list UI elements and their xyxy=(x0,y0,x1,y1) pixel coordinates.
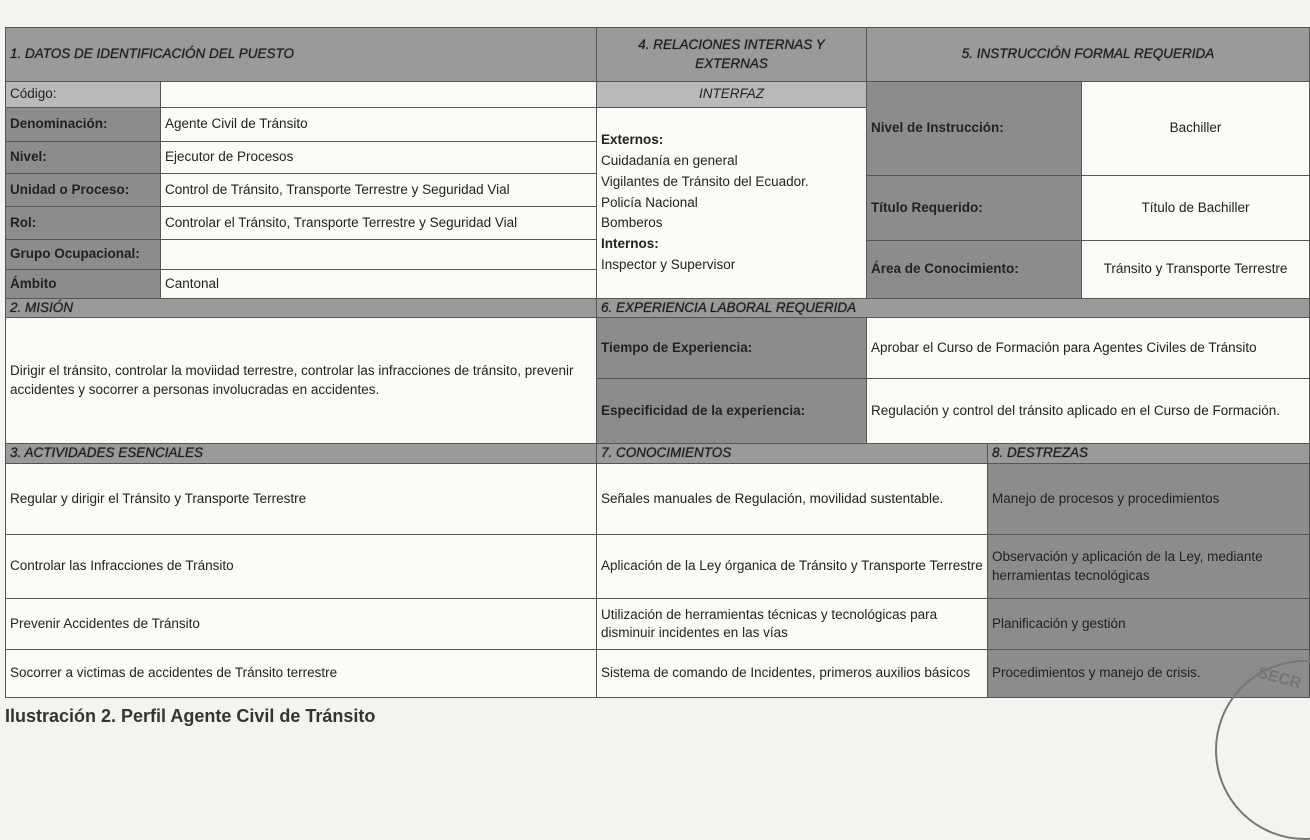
section2-header: 2. MISIÓN xyxy=(5,298,597,318)
value-unidad: Control de Tránsito, Transporte Terrestre y Seguridad Vial xyxy=(160,173,597,207)
value-denominacion: Agente Civil de Tránsito xyxy=(160,107,597,142)
label-unidad: Unidad o Proceso: xyxy=(5,173,161,207)
conocimiento-item: Utilización de herramientas técnicas y tecnológicas para disminuir incidentes en las vías xyxy=(596,598,988,650)
label-codigo: Código: xyxy=(5,81,161,108)
value-area: Tránsito y Transporte Terrestre xyxy=(1081,240,1310,299)
value-rol: Controlar el Tránsito, Transporte Terrestre y Seguridad Vial xyxy=(160,206,597,240)
value-ambito: Cantonal xyxy=(160,269,597,299)
section1-header: 1. DATOS DE IDENTIFICACIÓN DEL PUESTO xyxy=(5,27,597,82)
destreza-item: Manejo de procesos y procedimientos xyxy=(987,463,1310,535)
destreza-item: Planificación y gestión xyxy=(987,598,1310,650)
figure-caption: Ilustración 2. Perfil Agente Civil de Tránsito xyxy=(5,706,376,726)
externo-item: Policía Nacional xyxy=(601,194,698,210)
label-nivel: Nivel: xyxy=(5,141,161,174)
actividad-item: Regular y dirigir el Tránsito y Transporte Terrestre xyxy=(5,463,597,535)
conocimiento-item: Aplicación de la Ley órganica de Tránsito y Transporte Terrestre xyxy=(596,534,988,599)
label-titulo: Título Requerido: xyxy=(866,175,1082,241)
destreza-item: Observación y aplicación de la Ley, mediante herramientas tecnológicas xyxy=(987,534,1310,599)
interfaz-subheader: INTERFAZ xyxy=(596,81,867,108)
section5-header: 5. INSTRUCCIÓN FORMAL REQUERIDA xyxy=(866,27,1310,82)
value-nivel: Ejecutor de Procesos xyxy=(160,141,597,174)
value-titulo: Título de Bachiller xyxy=(1081,175,1310,241)
value-codigo xyxy=(160,81,597,108)
destreza-item: Procedimientos y manejo de crisis. xyxy=(987,649,1310,698)
interno-item: Inspector y Supervisor xyxy=(601,257,736,273)
value-tiempo: Aprobar el Curso de Formación para Agentes Civiles de Tránsito xyxy=(866,317,1310,379)
mision-text: Dirigir el tránsito, controlar la moviidad terrestre, controlar las infracciones de tránsito, prevenir accidentes y socorrer a personas involucradas en accidentes. xyxy=(5,317,597,444)
actividad-item: Prevenir Accidentes de Tránsito xyxy=(5,598,597,650)
relaciones-list xyxy=(596,107,867,299)
section3-header: 3. ACTIVIDADES ESENCIALES xyxy=(5,443,597,464)
label-area: Área de Conocimiento: xyxy=(866,240,1082,299)
section4-header: 4. RELACIONES INTERNAS Y EXTERNAS xyxy=(596,27,867,82)
label-rol: Rol: xyxy=(5,206,161,240)
value-nivel-instruccion: Bachiller xyxy=(1081,81,1310,176)
section6-header: 6. EXPERIENCIA LABORAL REQUERIDA xyxy=(596,298,1310,318)
label-especificidad: Especificidad de la experiencia: xyxy=(596,378,867,444)
internos-label: Internos: xyxy=(601,236,659,252)
externo-item: Cuidadanía en general xyxy=(601,152,738,168)
label-tiempo: Tiempo de Experiencia: xyxy=(596,317,867,379)
conocimiento-item: Señales manuales de Regulación, movilidad sustentable. xyxy=(596,463,988,535)
actividad-item: Socorrer a victimas de accidentes de Tránsito terrestre xyxy=(5,649,597,698)
externo-item: Vigilantes de Tránsito del Ecuador. xyxy=(601,173,809,189)
actividad-item: Controlar las Infracciones de Tránsito xyxy=(5,534,597,599)
value-especificidad: Regulación y control del tránsito aplicado en el Curso de Formación. xyxy=(866,378,1310,444)
label-grupo: Grupo Ocupacional: xyxy=(5,239,161,270)
section8-header: 8. DESTREZAS xyxy=(987,443,1310,464)
seal-text: SECR xyxy=(1255,664,1304,693)
conocimiento-item: Sistema de comando de Incidentes, primeros auxilios básicos xyxy=(596,649,988,698)
value-grupo xyxy=(160,239,597,270)
label-nivel-instruccion: Nivel de Instrucción: xyxy=(866,81,1082,176)
externo-item: Bomberos xyxy=(601,215,663,231)
label-denominacion: Denominación: xyxy=(5,107,161,142)
label-ambito: Ámbito xyxy=(5,269,161,299)
externos-label: Externos: xyxy=(601,131,664,147)
section7-header: 7. CONOCIMIENTOS xyxy=(596,443,988,464)
